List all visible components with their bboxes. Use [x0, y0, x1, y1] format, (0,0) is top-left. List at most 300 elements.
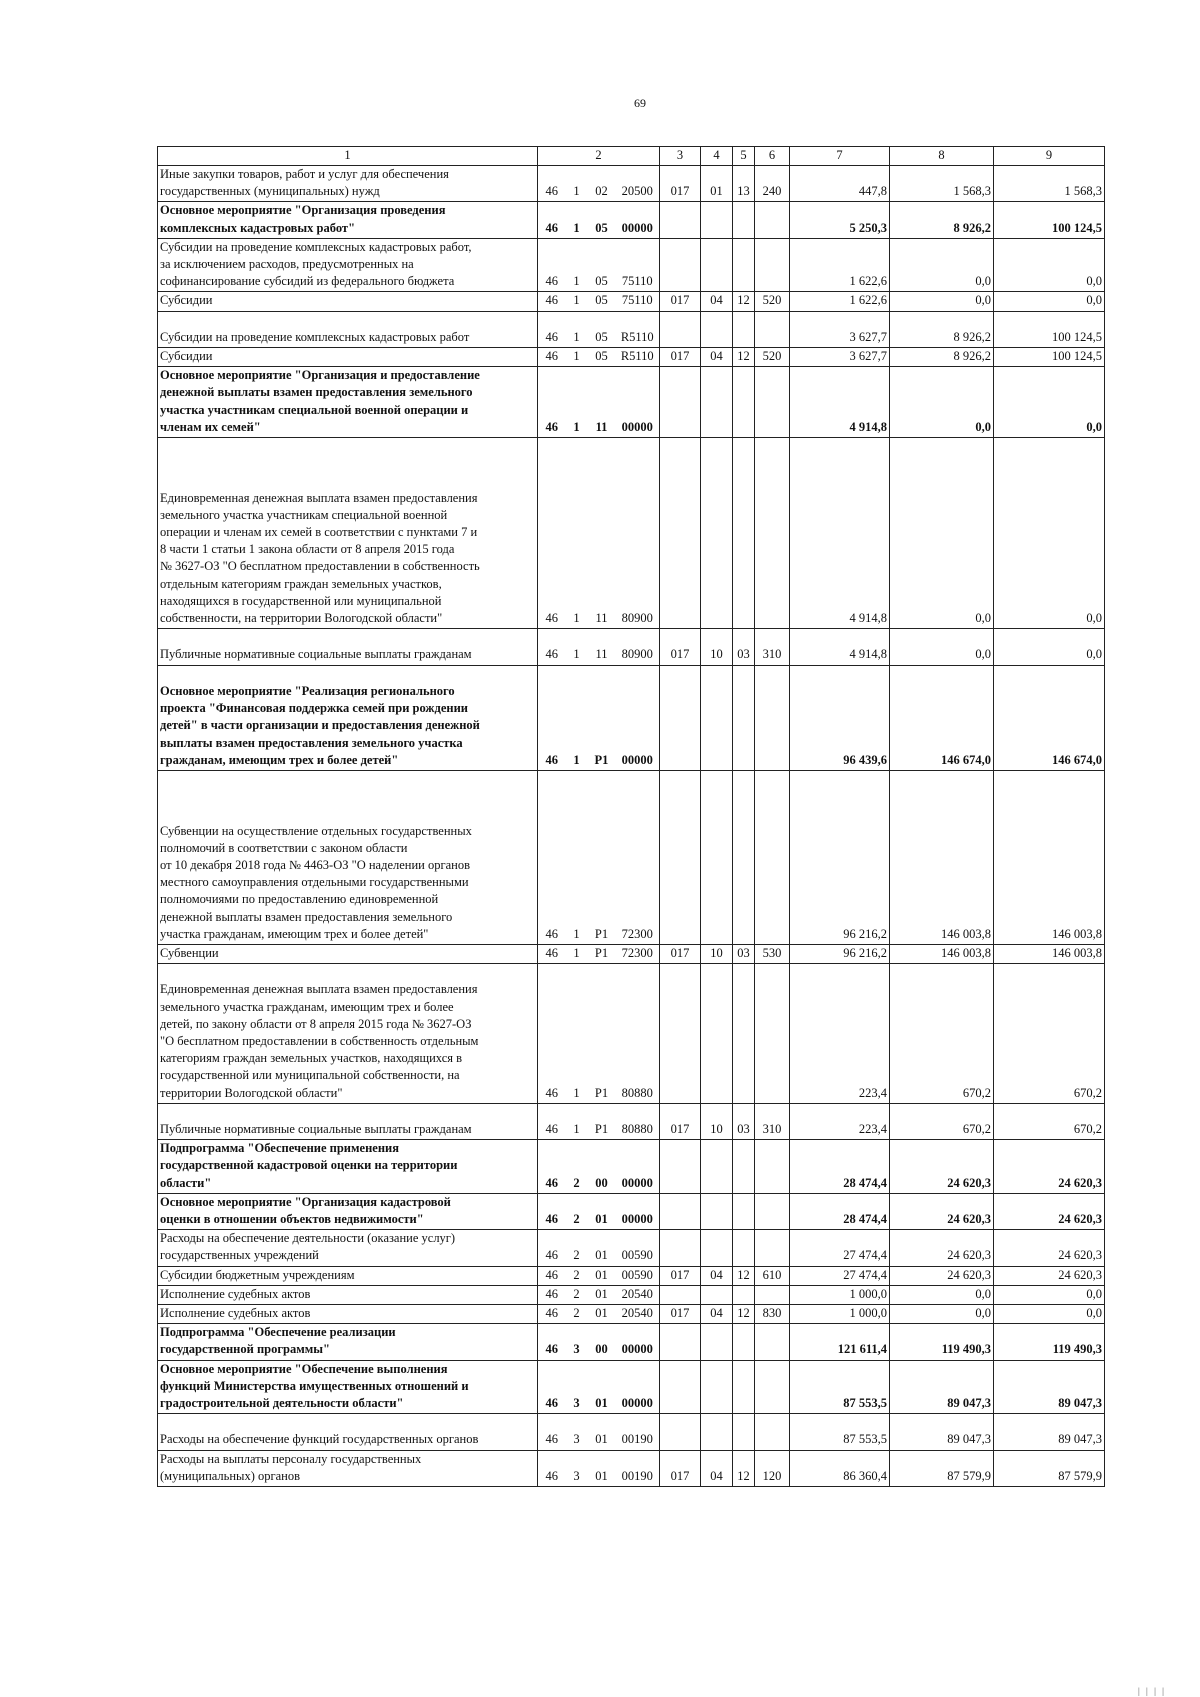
- code-cell-program: 46: [538, 367, 566, 438]
- grbs-cell: [660, 238, 701, 292]
- row-name-line: софинансирование субсидий из федерального бюджета: [160, 274, 455, 289]
- row-name-cell: [158, 1360, 538, 1414]
- code-cell-program: 46: [538, 964, 566, 1104]
- amount-cell-col7: 3 627,7: [790, 311, 890, 347]
- header-cell: 4: [701, 147, 733, 166]
- grbs-cell: [660, 202, 701, 238]
- code-cell-program: 46: [538, 665, 566, 770]
- code-cell-program: 46: [538, 1285, 566, 1304]
- grbs-cell: 017: [660, 292, 701, 311]
- subsection-cell: [733, 665, 755, 770]
- expense-type-cell: [755, 367, 790, 438]
- table-row: [158, 292, 1105, 311]
- expense-type-cell: 240: [755, 166, 790, 202]
- code-cell-event: 11: [588, 438, 616, 629]
- code-cell-direction: 00190: [616, 1414, 660, 1450]
- expense-type-cell: [755, 1285, 790, 1304]
- expense-type-cell: 520: [755, 292, 790, 311]
- section-cell: [701, 367, 733, 438]
- amount-cell-col7: 4 914,8: [790, 438, 890, 629]
- table-row: [158, 1103, 1105, 1139]
- row-name-cell: [158, 1266, 538, 1285]
- row-name-line: местного самоуправления отдельными государственными: [160, 875, 469, 890]
- row-name-cell: [158, 1230, 538, 1266]
- row-name-line: находящихся в государственной или муниципальной: [160, 593, 442, 608]
- grbs-cell: 017: [660, 1103, 701, 1139]
- row-name-line: Основное мероприятие "Организация и предоставление: [160, 368, 480, 383]
- expense-type-cell: [755, 238, 790, 292]
- amount-cell-col7: 27 474,4: [790, 1266, 890, 1285]
- row-name-line: Основное мероприятие "Реализация регионального: [160, 683, 455, 698]
- code-cell-program: 46: [538, 1266, 566, 1285]
- row-name-line: Субвенции: [160, 945, 219, 960]
- subsection-cell: 12: [733, 1305, 755, 1324]
- row-name-line: Единовременная денежная выплата взамен предоставления: [160, 982, 478, 997]
- amount-cell-col9: 119 490,3: [994, 1324, 1105, 1360]
- row-name-line: [160, 629, 535, 646]
- row-name-line: [160, 805, 535, 822]
- section-cell: [701, 770, 733, 944]
- row-name-line: [160, 438, 535, 455]
- code-cell-direction: 00000: [616, 202, 660, 238]
- code-cell-event: 01: [588, 1414, 616, 1450]
- row-name-line: участка участникам специальной военной операции и: [160, 402, 469, 417]
- section-cell: [701, 202, 733, 238]
- row-name-line: функций Министерства имущественных отношений и: [160, 1378, 469, 1393]
- row-name-line: [160, 472, 535, 489]
- row-name-line: [160, 788, 535, 805]
- code-cell-direction: 75110: [616, 292, 660, 311]
- header-cell: 7: [790, 147, 890, 166]
- code-cell-subprogram: 3: [566, 1324, 588, 1360]
- grbs-cell: 017: [660, 1305, 701, 1324]
- section-cell: [701, 1360, 733, 1414]
- code-cell-direction: 80880: [616, 1103, 660, 1139]
- row-name-line: категориям граждан земельных участков, находящихся в: [160, 1051, 463, 1066]
- row-name-cell: [158, 770, 538, 944]
- code-cell-event: 01: [588, 1266, 616, 1285]
- code-cell-subprogram: 2: [566, 1230, 588, 1266]
- section-cell: 10: [701, 629, 733, 665]
- row-name-line: территории Вологодской области": [160, 1085, 343, 1100]
- row-name-line: Субвенции на осуществление отдельных государственных: [160, 823, 472, 838]
- amount-cell-col8: 8 926,2: [890, 348, 994, 367]
- code-cell-subprogram: 1: [566, 665, 588, 770]
- row-name-line: проекта "Финансовая поддержка семей при рождении: [160, 701, 468, 716]
- table-row: [158, 311, 1105, 347]
- subsection-cell: [733, 1360, 755, 1414]
- code-cell-subprogram: 1: [566, 367, 588, 438]
- code-cell-event: 01: [588, 1360, 616, 1414]
- header-row: [158, 147, 1105, 166]
- subsection-cell: 03: [733, 629, 755, 665]
- amount-cell-col7: 28 474,4: [790, 1193, 890, 1229]
- code-cell-subprogram: 1: [566, 438, 588, 629]
- subsection-cell: [733, 1193, 755, 1229]
- amount-cell-col8: 0,0: [890, 292, 994, 311]
- code-cell-direction: 80900: [616, 438, 660, 629]
- code-cell-subprogram: 1: [566, 166, 588, 202]
- table-row: [158, 202, 1105, 238]
- code-cell-program: 46: [538, 629, 566, 665]
- row-name-line: оценки в отношении объектов недвижимости": [160, 1211, 424, 1226]
- table-row: [158, 238, 1105, 292]
- code-cell-event: P1: [588, 770, 616, 944]
- amount-cell-col7: 1 622,6: [790, 292, 890, 311]
- row-name-line: Основное мероприятие "Обеспечение выполнения: [160, 1361, 448, 1376]
- grbs-cell: 017: [660, 944, 701, 963]
- header-cell: 8: [890, 147, 994, 166]
- amount-cell-col7: 121 611,4: [790, 1324, 890, 1360]
- expense-type-cell: [755, 770, 790, 944]
- row-name-cell: [158, 202, 538, 238]
- row-name-cell: [158, 944, 538, 963]
- code-cell-direction: 20540: [616, 1285, 660, 1304]
- row-name-line: Основное мероприятие "Организация проведения: [160, 203, 446, 218]
- section-cell: [701, 1285, 733, 1304]
- amount-cell-col8: 119 490,3: [890, 1324, 994, 1360]
- amount-cell-col9: 0,0: [994, 629, 1105, 665]
- code-cell-direction: 00000: [616, 367, 660, 438]
- row-name-line: комплексных кадастровых работ": [160, 220, 356, 235]
- row-name-line: Расходы на обеспечение деятельности (оказание услуг): [160, 1231, 456, 1246]
- amount-cell-col9: 0,0: [994, 1285, 1105, 1304]
- row-name-line: денежной выплаты взамен предоставления земельного: [160, 385, 473, 400]
- row-name-line: полномочиями по предоставлению единовременной: [160, 892, 439, 907]
- subsection-cell: 03: [733, 944, 755, 963]
- row-name-line: государственных (муниципальных) нужд: [160, 184, 380, 199]
- row-name-line: 8 части 1 статьи 1 закона области от 8 апреля 2015 года: [160, 542, 455, 557]
- amount-cell-col7: 96 439,6: [790, 665, 890, 770]
- row-name-cell: [158, 1414, 538, 1450]
- amount-cell-col9: 670,2: [994, 1103, 1105, 1139]
- subsection-cell: 12: [733, 292, 755, 311]
- row-name-line: Субсидии на проведение комплексных кадастровых работ,: [160, 239, 472, 254]
- section-cell: 10: [701, 944, 733, 963]
- amount-cell-col7: 1 622,6: [790, 238, 890, 292]
- grbs-cell: [660, 1360, 701, 1414]
- subsection-cell: [733, 1414, 755, 1450]
- row-name-line: [160, 771, 535, 788]
- amount-cell-col8: 146 674,0: [890, 665, 994, 770]
- row-name-line: детей, по закону области от 8 апреля 2015 года № 3627-ОЗ: [160, 1016, 472, 1031]
- code-cell-program: 46: [538, 438, 566, 629]
- table-row: [158, 964, 1105, 1104]
- code-cell-program: 46: [538, 1140, 566, 1194]
- code-cell-event: 02: [588, 166, 616, 202]
- amount-cell-col9: 146 674,0: [994, 665, 1105, 770]
- code-cell-direction: 00000: [616, 665, 660, 770]
- expense-type-cell: [755, 311, 790, 347]
- code-cell-event: 05: [588, 238, 616, 292]
- amount-cell-col9: 24 620,3: [994, 1193, 1105, 1229]
- amount-cell-col7: 96 216,2: [790, 944, 890, 963]
- amount-cell-col9: 100 124,5: [994, 311, 1105, 347]
- row-name-cell: [158, 311, 538, 347]
- table-row: [158, 1266, 1105, 1285]
- subsection-cell: [733, 438, 755, 629]
- amount-cell-col8: 8 926,2: [890, 311, 994, 347]
- table-row: [158, 1193, 1105, 1229]
- row-name-cell: [158, 1450, 538, 1486]
- section-cell: [701, 1230, 733, 1266]
- expense-type-cell: 520: [755, 348, 790, 367]
- code-cell-program: 46: [538, 1360, 566, 1414]
- row-name-cell: [158, 348, 538, 367]
- row-name-line: [160, 1414, 535, 1431]
- table-row: [158, 944, 1105, 963]
- code-cell-program: 46: [538, 1414, 566, 1450]
- row-name-cell: [158, 964, 538, 1104]
- amount-cell-col7: 86 360,4: [790, 1450, 890, 1486]
- code-cell-program: 46: [538, 1103, 566, 1139]
- subsection-cell: [733, 202, 755, 238]
- subsection-cell: [733, 770, 755, 944]
- row-name-line: членам их семей": [160, 419, 261, 434]
- code-cell-program: 46: [538, 348, 566, 367]
- amount-cell-col7: 447,8: [790, 166, 890, 202]
- header-cell: 1: [158, 147, 538, 166]
- header-cell: 2: [538, 147, 660, 166]
- row-name-line: денежной выплаты взамен предоставления земельного: [160, 909, 453, 924]
- grbs-cell: [660, 311, 701, 347]
- code-cell-direction: 00190: [616, 1450, 660, 1486]
- section-cell: 01: [701, 166, 733, 202]
- amount-cell-col9: 0,0: [994, 292, 1105, 311]
- section-cell: [701, 1414, 733, 1450]
- code-cell-subprogram: 2: [566, 1140, 588, 1194]
- amount-cell-col9: 670,2: [994, 964, 1105, 1104]
- subsection-cell: [733, 238, 755, 292]
- row-name-line: выплаты взамен предоставления земельного участка: [160, 735, 463, 750]
- row-name-cell: [158, 1285, 538, 1304]
- code-cell-direction: 72300: [616, 770, 660, 944]
- row-name-line: (муниципальных) органов: [160, 1468, 301, 1483]
- code-cell-subprogram: 2: [566, 1285, 588, 1304]
- row-name-line: собственности, на территории Вологодской области": [160, 611, 443, 626]
- row-name-line: Публичные нормативные социальные выплаты гражданам: [160, 647, 472, 662]
- code-cell-program: 46: [538, 166, 566, 202]
- code-cell-direction: 00000: [616, 1140, 660, 1194]
- page-number: 69: [634, 96, 646, 110]
- subsection-cell: [733, 1230, 755, 1266]
- row-name-line: [160, 312, 535, 329]
- row-name-cell: [158, 1324, 538, 1360]
- footer-marks: | | | |: [1138, 1686, 1166, 1696]
- amount-cell-col7: 96 216,2: [790, 770, 890, 944]
- code-cell-program: 46: [538, 1305, 566, 1324]
- amount-cell-col8: 24 620,3: [890, 1193, 994, 1229]
- grbs-cell: 017: [660, 629, 701, 665]
- code-cell-subprogram: 2: [566, 1266, 588, 1285]
- section-cell: 10: [701, 1103, 733, 1139]
- code-cell-direction: R5110: [616, 311, 660, 347]
- row-name-line: детей" в части организации и предоставления денежной: [160, 718, 480, 733]
- amount-cell-col8: 0,0: [890, 1305, 994, 1324]
- code-cell-program: 46: [538, 1450, 566, 1486]
- amount-cell-col9: 0,0: [994, 438, 1105, 629]
- row-name-line: операции и членам их семей в соответствии с пунктами 7 и: [160, 525, 478, 540]
- row-name-cell: [158, 166, 538, 202]
- code-cell-direction: 00000: [616, 1193, 660, 1229]
- table-row: [158, 1285, 1105, 1304]
- amount-cell-col8: 24 620,3: [890, 1140, 994, 1194]
- code-cell-event: P1: [588, 665, 616, 770]
- row-name-line: участка гражданам, имеющим трех и более детей": [160, 926, 429, 941]
- amount-cell-col7: 5 250,3: [790, 202, 890, 238]
- row-name-line: "О бесплатном предоставлении в собственность отдельным: [160, 1033, 479, 1048]
- row-name-line: Расходы на выплаты персоналу государственных: [160, 1451, 422, 1466]
- row-name-line: Единовременная денежная выплата взамен предоставления: [160, 490, 478, 505]
- amount-cell-col9: 1 568,3: [994, 166, 1105, 202]
- code-cell-event: 05: [588, 311, 616, 347]
- code-cell-event: P1: [588, 1103, 616, 1139]
- table-row: [158, 770, 1105, 944]
- row-name-line: [160, 1104, 535, 1121]
- code-cell-direction: R5110: [616, 348, 660, 367]
- amount-cell-col8: 1 568,3: [890, 166, 994, 202]
- row-name-line: № 3627-ОЗ "О бесплатном предоставлении в собственность: [160, 559, 480, 574]
- amount-cell-col8: 146 003,8: [890, 944, 994, 963]
- row-name-line: Подпрограмма "Обеспечение применения: [160, 1141, 399, 1156]
- row-name-cell: [158, 238, 538, 292]
- table-body: [158, 147, 1105, 1487]
- amount-cell-col7: 4 914,8: [790, 367, 890, 438]
- table-row: [158, 1230, 1105, 1266]
- row-name-line: отдельным категориям граждан земельных участков,: [160, 576, 442, 591]
- table-row: [158, 438, 1105, 629]
- grbs-cell: [660, 665, 701, 770]
- expense-type-cell: 830: [755, 1305, 790, 1324]
- amount-cell-col8: 0,0: [890, 238, 994, 292]
- table-row: [158, 367, 1105, 438]
- grbs-cell: 017: [660, 1266, 701, 1285]
- row-name-cell: [158, 1193, 538, 1229]
- code-cell-event: 11: [588, 629, 616, 665]
- row-name-line: государственной или муниципальной собственности, на: [160, 1068, 460, 1083]
- row-name-line: от 10 декабря 2018 года № 4463-ОЗ "О наделении органов: [160, 857, 471, 872]
- amount-cell-col9: 0,0: [994, 1305, 1105, 1324]
- section-cell: 04: [701, 292, 733, 311]
- amount-cell-col8: 670,2: [890, 1103, 994, 1139]
- row-name-line: гражданам, имеющим трех и более детей": [160, 752, 399, 767]
- row-name-cell: [158, 1305, 538, 1324]
- code-cell-subprogram: 1: [566, 292, 588, 311]
- amount-cell-col8: 24 620,3: [890, 1230, 994, 1266]
- row-name-line: государственной программы": [160, 1342, 330, 1357]
- amount-cell-col7: 4 914,8: [790, 629, 890, 665]
- code-cell-direction: 20500: [616, 166, 660, 202]
- code-cell-direction: 20540: [616, 1305, 660, 1324]
- expense-type-cell: [755, 1230, 790, 1266]
- code-cell-program: 46: [538, 944, 566, 963]
- subsection-cell: 12: [733, 1266, 755, 1285]
- expense-type-cell: [755, 1324, 790, 1360]
- code-cell-direction: 80900: [616, 629, 660, 665]
- subsection-cell: 03: [733, 1103, 755, 1139]
- code-cell-program: 46: [538, 238, 566, 292]
- table-row: [158, 1414, 1105, 1450]
- table-row: [158, 1305, 1105, 1324]
- code-cell-subprogram: 1: [566, 770, 588, 944]
- grbs-cell: [660, 1230, 701, 1266]
- grbs-cell: [660, 1140, 701, 1194]
- code-cell-subprogram: 2: [566, 1305, 588, 1324]
- code-cell-event: 11: [588, 367, 616, 438]
- amount-cell-col7: 28 474,4: [790, 1140, 890, 1194]
- row-name-line: Расходы на обеспечение функций государственных органов: [160, 1432, 479, 1447]
- row-name-line: Подпрограмма "Обеспечение реализации: [160, 1325, 396, 1340]
- section-cell: [701, 238, 733, 292]
- row-name-line: государственной кадастровой оценки на территории: [160, 1158, 458, 1173]
- amount-cell-col9: 100 124,5: [994, 348, 1105, 367]
- row-name-line: градостроительной деятельности области": [160, 1396, 404, 1411]
- code-cell-subprogram: 1: [566, 348, 588, 367]
- code-cell-event: 05: [588, 292, 616, 311]
- table-row: [158, 1360, 1105, 1414]
- code-cell-event: 05: [588, 202, 616, 238]
- header-cell: 5: [733, 147, 755, 166]
- grbs-cell: [660, 1285, 701, 1304]
- row-name-line: Субсидии на проведение комплексных кадастровых работ: [160, 329, 470, 344]
- row-name-cell: [158, 367, 538, 438]
- code-cell-event: 01: [588, 1305, 616, 1324]
- code-cell-event: P1: [588, 944, 616, 963]
- table-row: [158, 629, 1105, 665]
- code-cell-subprogram: 1: [566, 311, 588, 347]
- code-cell-program: 46: [538, 770, 566, 944]
- code-cell-event: 01: [588, 1285, 616, 1304]
- code-cell-direction: 75110: [616, 238, 660, 292]
- amount-cell-col8: 24 620,3: [890, 1266, 994, 1285]
- code-cell-subprogram: 1: [566, 944, 588, 963]
- row-name-cell: [158, 1140, 538, 1194]
- table-row: [158, 1450, 1105, 1486]
- expense-type-cell: 530: [755, 944, 790, 963]
- amount-cell-col9: 0,0: [994, 238, 1105, 292]
- expense-type-cell: [755, 1140, 790, 1194]
- row-name-cell: [158, 292, 538, 311]
- section-cell: 04: [701, 1305, 733, 1324]
- code-cell-program: 46: [538, 1230, 566, 1266]
- amount-cell-col8: 670,2: [890, 964, 994, 1104]
- code-cell-subprogram: 1: [566, 629, 588, 665]
- amount-cell-col9: 89 047,3: [994, 1360, 1105, 1414]
- code-cell-direction: 00590: [616, 1266, 660, 1285]
- amount-cell-col8: 0,0: [890, 367, 994, 438]
- code-cell-event: 05: [588, 348, 616, 367]
- grbs-cell: [660, 1193, 701, 1229]
- row-name-line: [160, 455, 535, 472]
- code-cell-subprogram: 3: [566, 1360, 588, 1414]
- expense-type-cell: [755, 202, 790, 238]
- amount-cell-col9: 87 579,9: [994, 1450, 1105, 1486]
- code-cell-direction: 00590: [616, 1230, 660, 1266]
- table-row: [158, 166, 1105, 202]
- row-name-line: Основное мероприятие "Организация кадастровой: [160, 1194, 451, 1209]
- amount-cell-col9: 24 620,3: [994, 1230, 1105, 1266]
- code-cell-direction: 72300: [616, 944, 660, 963]
- expense-type-cell: [755, 1414, 790, 1450]
- section-cell: [701, 1193, 733, 1229]
- section-cell: 04: [701, 348, 733, 367]
- subsection-cell: 13: [733, 166, 755, 202]
- row-name-line: Исполнение судебных актов: [160, 1286, 311, 1301]
- code-cell-event: 01: [588, 1193, 616, 1229]
- grbs-cell: [660, 770, 701, 944]
- amount-cell-col7: 27 474,4: [790, 1230, 890, 1266]
- code-cell-subprogram: 3: [566, 1414, 588, 1450]
